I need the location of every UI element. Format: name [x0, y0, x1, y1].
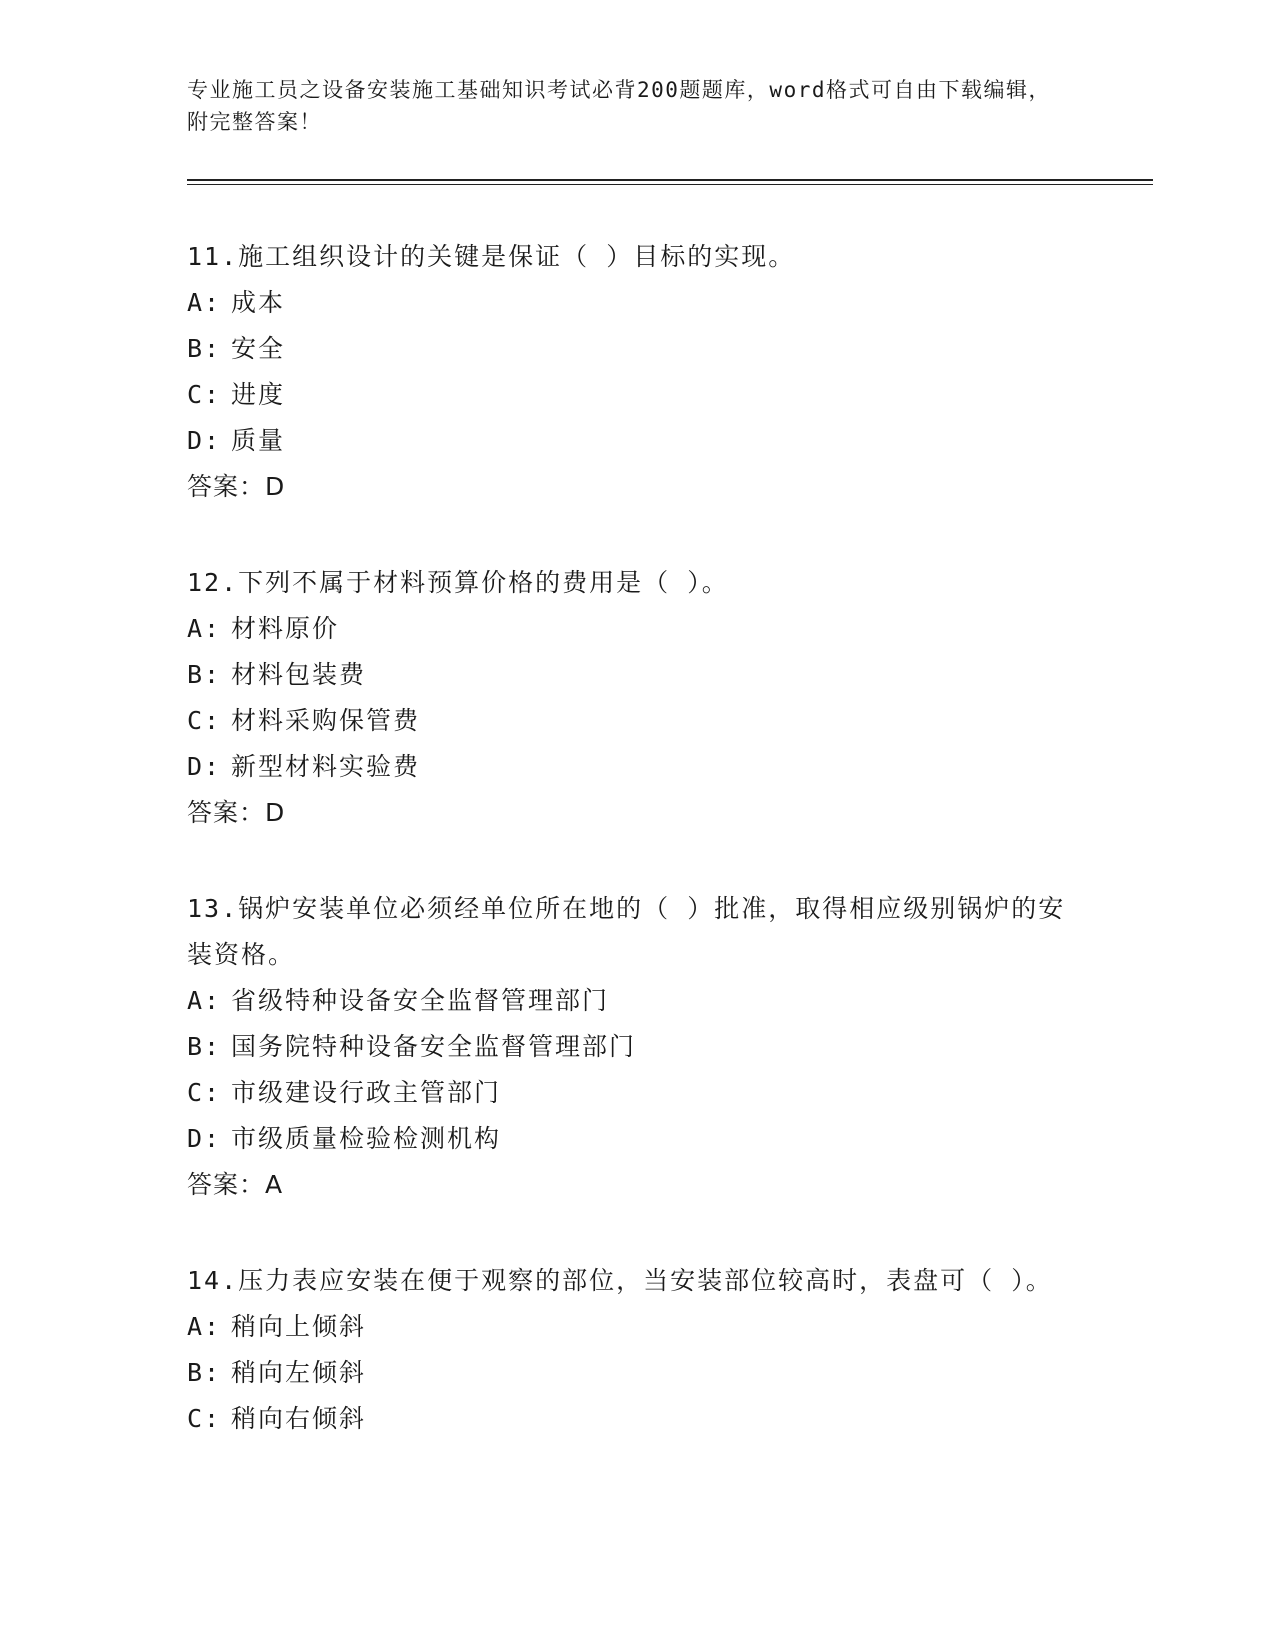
- question-14: [187, 1258, 1067, 1442]
- option-key: D:: [187, 426, 222, 455]
- option-key: A:: [187, 1312, 222, 1341]
- option-a: [187, 978, 1067, 1024]
- option-text: 稍向上倾斜: [231, 1312, 367, 1341]
- option-text: 材料原价: [231, 614, 340, 643]
- option-text: 质量: [231, 426, 286, 455]
- question-stem: 12.下列不属于材料预算价格的费用是（ ）。: [187, 568, 729, 597]
- option-c: [187, 1070, 1067, 1116]
- header-divider-thin: [187, 184, 1153, 185]
- option-key: D:: [187, 752, 222, 781]
- option-text: 稍向右倾斜: [231, 1404, 367, 1433]
- header-divider-thick: [187, 179, 1153, 181]
- question-list: [187, 234, 1067, 1492]
- option-key: A:: [187, 986, 222, 1015]
- option-a: [187, 1304, 1067, 1350]
- option-text: 材料采购保管费: [231, 706, 421, 735]
- question-stem: 13.锅炉安装单位必须经单位所在地的（ ）批准，取得相应级别锅炉的安装资格。: [187, 894, 1066, 969]
- option-text: 新型材料实验费: [231, 752, 421, 781]
- question-stem: 11.施工组织设计的关键是保证（ ）目标的实现。: [187, 242, 796, 271]
- answer-line: 答案：A: [187, 1170, 284, 1199]
- option-key: D:: [187, 1124, 222, 1153]
- option-key: B:: [187, 1032, 222, 1061]
- option-d: [187, 418, 1067, 464]
- option-text: 市级建设行政主管部门: [231, 1078, 502, 1107]
- option-key: C:: [187, 1404, 222, 1433]
- question-stem: 14.压力表应安装在便于观察的部位，当安装部位较高时，表盘可（ ）。: [187, 1266, 1053, 1295]
- question-11: [187, 234, 1067, 510]
- option-text: 成本: [231, 288, 286, 317]
- option-a: [187, 280, 1067, 326]
- option-text: 稍向左倾斜: [231, 1358, 367, 1387]
- option-c: [187, 372, 1067, 418]
- option-c: [187, 1396, 1067, 1442]
- option-text: 国务院特种设备安全监督管理部门: [231, 1032, 637, 1061]
- option-a: [187, 606, 1067, 652]
- option-key: C:: [187, 380, 222, 409]
- document-title: 专业施工员之设备安装施工基础知识考试必背200题题库，word格式可自由下载编辑，附完整答案！: [187, 78, 1051, 134]
- option-key: A:: [187, 614, 222, 643]
- option-d: [187, 744, 1067, 790]
- option-key: B:: [187, 334, 222, 363]
- option-key: A:: [187, 288, 222, 317]
- option-text: 材料包装费: [231, 660, 367, 689]
- answer-line: 答案：D: [187, 472, 286, 501]
- option-key: C:: [187, 1078, 222, 1107]
- option-key: C:: [187, 706, 222, 735]
- option-b: [187, 1350, 1067, 1396]
- option-d: [187, 1116, 1067, 1162]
- answer-line: 答案：D: [187, 798, 286, 827]
- option-text: 进度: [231, 380, 286, 409]
- option-text: 安全: [231, 334, 286, 363]
- question-12: [187, 560, 1067, 836]
- option-c: [187, 698, 1067, 744]
- option-key: B:: [187, 1358, 222, 1387]
- option-key: B:: [187, 660, 222, 689]
- option-text: 省级特种设备安全监督管理部门: [231, 986, 610, 1015]
- option-text: 市级质量检验检测机构: [231, 1124, 502, 1153]
- question-13: [187, 886, 1067, 1208]
- option-b: [187, 652, 1067, 698]
- option-b: [187, 1024, 1067, 1070]
- option-b: [187, 326, 1067, 372]
